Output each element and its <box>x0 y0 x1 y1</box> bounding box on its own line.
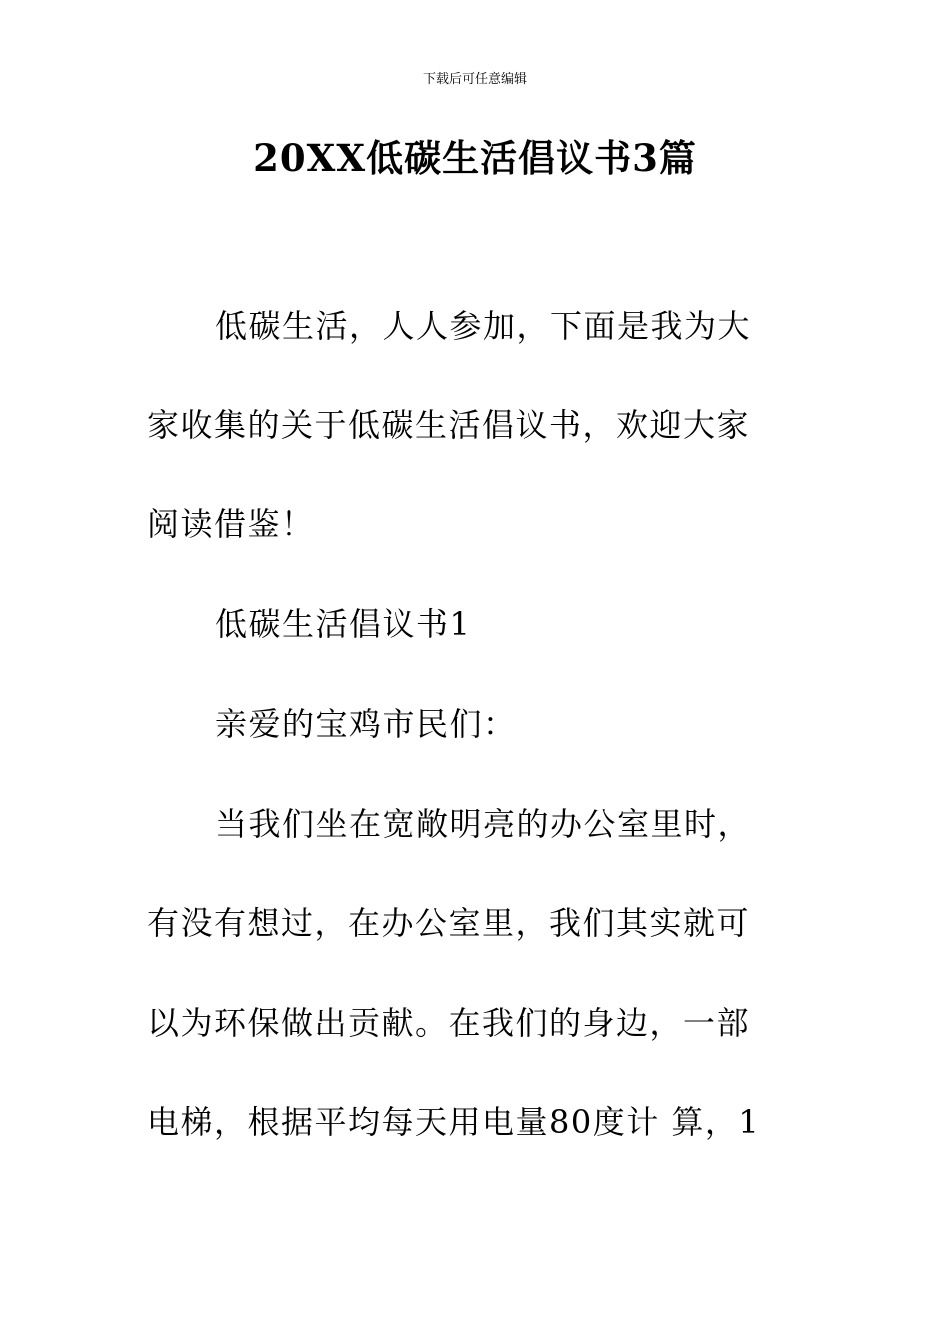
body-line: 低碳生活，人人参加，下面是我为大 <box>215 307 752 345</box>
body-line: 阅读借鉴！ <box>147 505 315 543</box>
body-line: 电梯，根据平均每天用电量80度计 算，1 <box>147 1103 761 1141</box>
body-line: 有没有想过，在办公室里，我们其实就可 <box>147 904 751 942</box>
body-line: 以为环保做出贡献。在我们的身边，一部 <box>147 1004 751 1042</box>
document-title: 20XX低碳生活倡议书3篇 <box>253 136 697 180</box>
section-heading: 低碳生活倡议书1 <box>215 605 472 643</box>
header-note: 下载后可任意编辑 <box>422 72 527 87</box>
body-line: 家收集的关于低碳生活倡议书，欢迎大家 <box>147 406 751 444</box>
salutation: 亲爱的宝鸡市民们： <box>215 705 517 743</box>
body-line: 当我们坐在宽敞明亮的办公室里时， <box>215 805 752 843</box>
